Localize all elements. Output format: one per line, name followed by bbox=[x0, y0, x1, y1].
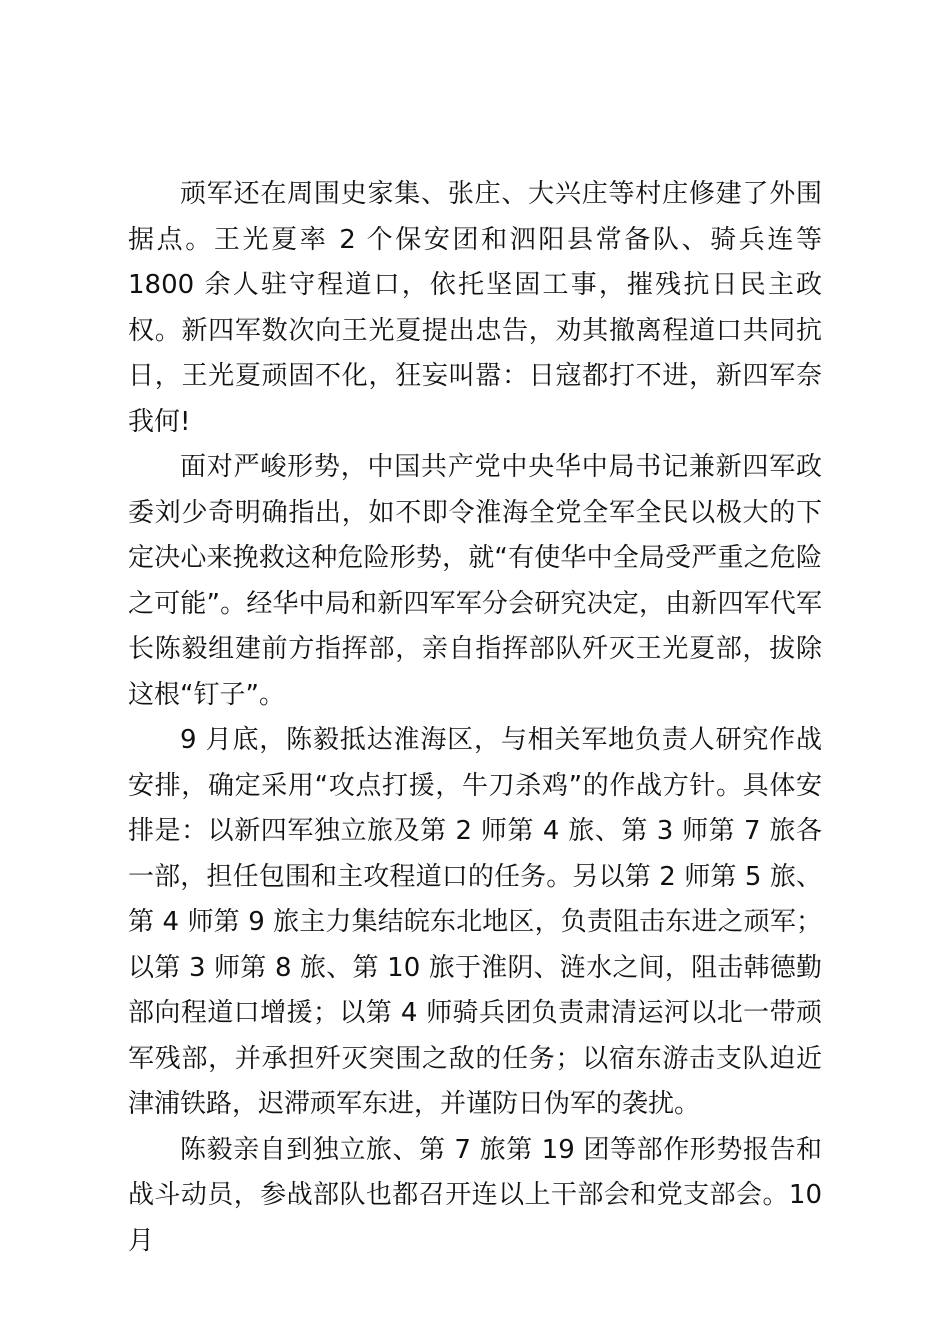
paragraph-1: 顽军还在周围史家集、张庄、大兴庄等村庄修建了外围据点。王光夏率 2 个保安团和泗阳县常备队、骑兵连等 1800 余人驻守程道口，依托坚固工事，摧残抗日民主政权。新四军数次向王光夏提出忠告，劝其撤离程道口共同抗日，王光夏顽固不化，狂妄叫嚣：日寇都打不进，新四军奈我何! bbox=[128, 179, 822, 437]
document-body bbox=[128, 172, 822, 1264]
paragraph-2: 面对严峻形势，中国共产党中央华中局书记兼新四军政委刘少奇明确指出，如不即令淮海全党全军全民以极大的下定决心来挽救这种危险形势，就“有使华中全局受严重之危险之可能”。经华中局和新四军军分会研究决定，由新四军代军长陈毅组建前方指挥部，亲自指挥部队歼灭王光夏部，拔除这根“钉子”。 bbox=[128, 452, 822, 710]
paragraph-4: 陈毅亲自到独立旅、第 7 旅第 19 团等部作形势报告和战斗动员，参战部队也都召开连以上干部会和党支部会。10 月 bbox=[128, 1134, 822, 1256]
paragraph-3: 9 月底，陈毅抵达淮海区，与相关军地负责人研究作战安排，确定采用“攻点打援，牛刀杀鸡”的作战方针。具体安排是：以新四军独立旅及第 2 师第 4 旅、第 3 师第 7 旅各一部，担任包围和主攻程道口的任务。另以第 2 师第 5 旅、第 4 师第 9 旅主力集结皖东北地区，负责阻击东进之顽军；以第 3 师第 8 旅、第 10 旅于淮阴、涟水之间，阻击韩德勤部向程道口增援；以第 4 师骑兵团负责肃清运河以北一带顽军残部，并承担歼灭突围之敌的任务；以宿东游击支队迫近津浦铁路，迟滞顽军东进，并谨防日伪军的袭扰。 bbox=[128, 725, 822, 1119]
